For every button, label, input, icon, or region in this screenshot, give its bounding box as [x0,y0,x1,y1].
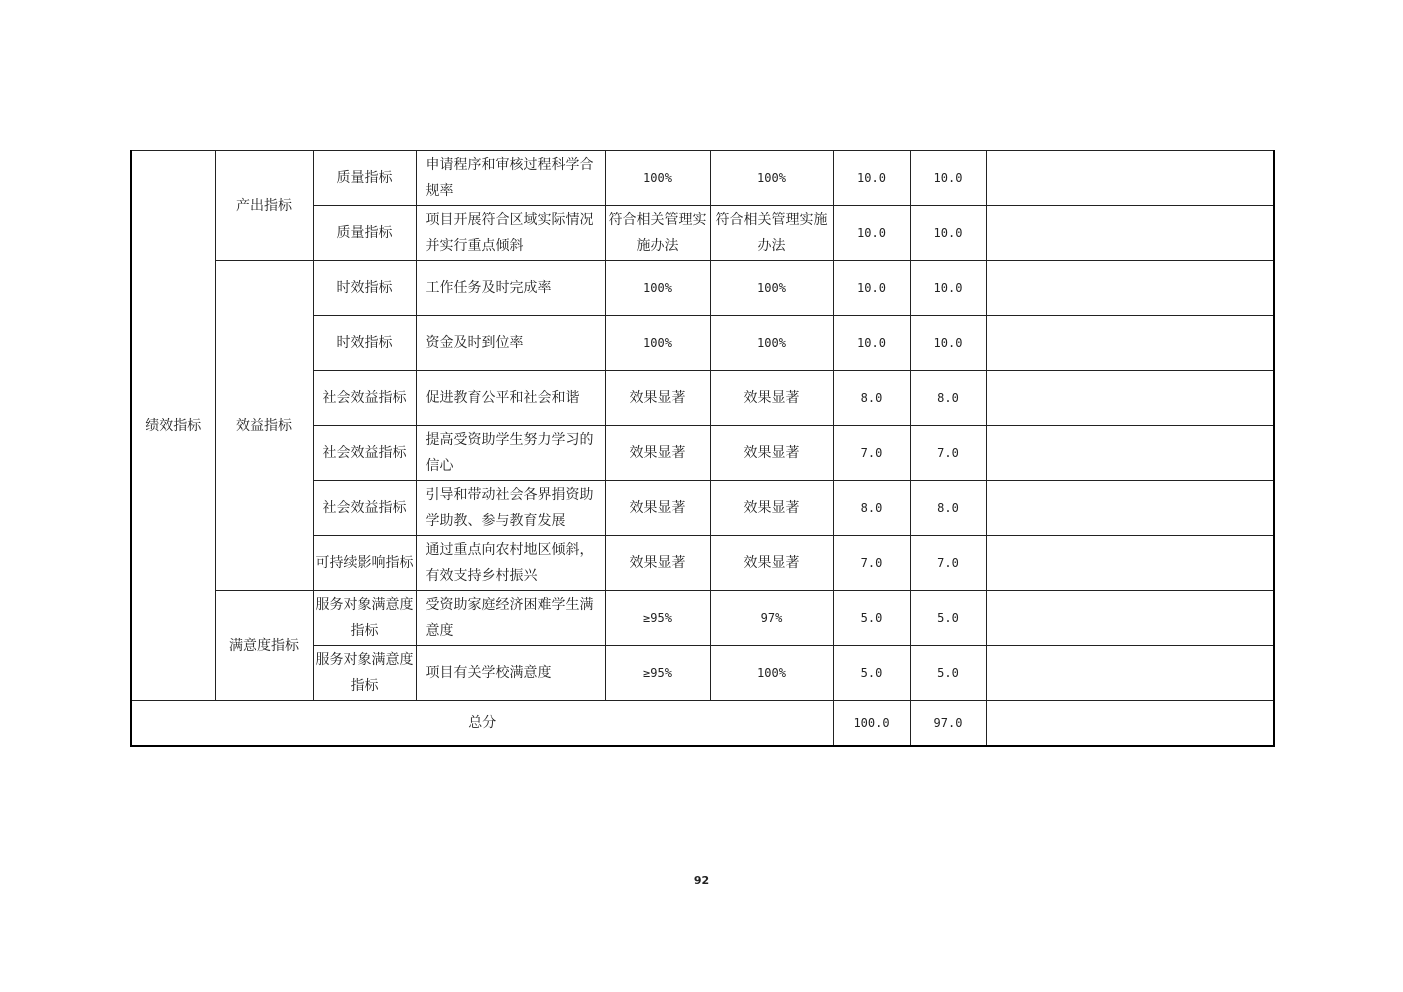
table-row [131,591,1274,646]
weight-cell: 10.0 [833,261,910,316]
weight-cell: 8.0 [833,481,910,536]
sub-indicator-cell: 社会效益指标 [313,426,416,481]
actual-cell: 97% [710,591,833,646]
total-label-cell: 总分 [131,701,833,746]
total-score-cell: 97.0 [910,701,986,746]
note-cell [986,646,1274,701]
score-cell: 7.0 [910,426,986,481]
actual-cell: 效果显著 [710,536,833,591]
weight-cell: 10.0 [833,206,910,261]
actual-cell: 效果显著 [710,426,833,481]
target-cell: 符合相关管理实施办法 [605,206,710,261]
weight-cell: 7.0 [833,536,910,591]
target-cell: 效果显著 [605,481,710,536]
actual-cell: 100% [710,316,833,371]
target-cell: 100% [605,316,710,371]
note-cell [986,316,1274,371]
actual-cell: 符合相关管理实施办法 [710,206,833,261]
score-cell: 7.0 [910,536,986,591]
score-cell: 5.0 [910,646,986,701]
weight-cell: 5.0 [833,646,910,701]
indicator-cell: 受资助家庭经济困难学生满意度 [416,591,605,646]
actual-cell: 100% [710,151,833,206]
table-row [131,151,1274,206]
sub-indicator-cell: 社会效益指标 [313,371,416,426]
score-cell: 8.0 [910,371,986,426]
score-cell: 10.0 [910,261,986,316]
total-row [131,701,1274,746]
actual-cell: 100% [710,646,833,701]
actual-cell: 效果显著 [710,371,833,426]
target-cell: 效果显著 [605,426,710,481]
performance-indicator-table [130,150,1275,747]
note-cell [986,371,1274,426]
note-cell [986,591,1274,646]
score-cell: 10.0 [910,316,986,371]
note-cell [986,536,1274,591]
actual-cell: 100% [710,261,833,316]
score-cell: 5.0 [910,591,986,646]
score-cell: 10.0 [910,206,986,261]
group-output-cell: 产出指标 [215,151,313,261]
table-row [131,261,1274,316]
sub-indicator-cell: 时效指标 [313,261,416,316]
note-cell [986,481,1274,536]
level1-indicator-cell: 绩效指标 [131,151,215,701]
total-note-cell [986,701,1274,746]
sub-indicator-cell: 服务对象满意度指标 [313,591,416,646]
indicator-cell: 项目开展符合区域实际情况并实行重点倾斜 [416,206,605,261]
target-cell: 效果显著 [605,371,710,426]
target-cell: 100% [605,151,710,206]
group-benefit-cell: 效益指标 [215,261,313,591]
page-number: 92 [693,874,710,887]
score-cell: 10.0 [910,151,986,206]
indicator-cell: 提高受资助学生努力学习的信心 [416,426,605,481]
weight-cell: 10.0 [833,151,910,206]
note-cell [986,151,1274,206]
score-cell: 8.0 [910,481,986,536]
weight-cell: 10.0 [833,316,910,371]
indicator-cell: 项目有关学校满意度 [416,646,605,701]
sub-indicator-cell: 可持续影响指标 [313,536,416,591]
indicator-cell: 申请程序和审核过程科学合规率 [416,151,605,206]
indicator-cell: 引导和带动社会各界捐资助学助教、参与教育发展 [416,481,605,536]
indicator-cell: 通过重点向农村地区倾斜，有效支持乡村振兴 [416,536,605,591]
note-cell [986,206,1274,261]
sub-indicator-cell: 质量指标 [313,151,416,206]
group-satisfaction-cell: 满意度指标 [215,591,313,701]
weight-cell: 5.0 [833,591,910,646]
sub-indicator-cell: 社会效益指标 [313,481,416,536]
note-cell [986,261,1274,316]
indicator-cell: 工作任务及时完成率 [416,261,605,316]
weight-cell: 7.0 [833,426,910,481]
weight-cell: 8.0 [833,371,910,426]
sub-indicator-cell: 时效指标 [313,316,416,371]
sub-indicator-cell: 质量指标 [313,206,416,261]
note-cell [986,426,1274,481]
target-cell: 效果显著 [605,536,710,591]
sub-indicator-cell: 服务对象满意度指标 [313,646,416,701]
total-weight-cell: 100.0 [833,701,910,746]
target-cell: 100% [605,261,710,316]
actual-cell: 效果显著 [710,481,833,536]
target-cell: ≥95% [605,646,710,701]
indicator-cell: 资金及时到位率 [416,316,605,371]
target-cell: ≥95% [605,591,710,646]
indicator-cell: 促进教育公平和社会和谐 [416,371,605,426]
